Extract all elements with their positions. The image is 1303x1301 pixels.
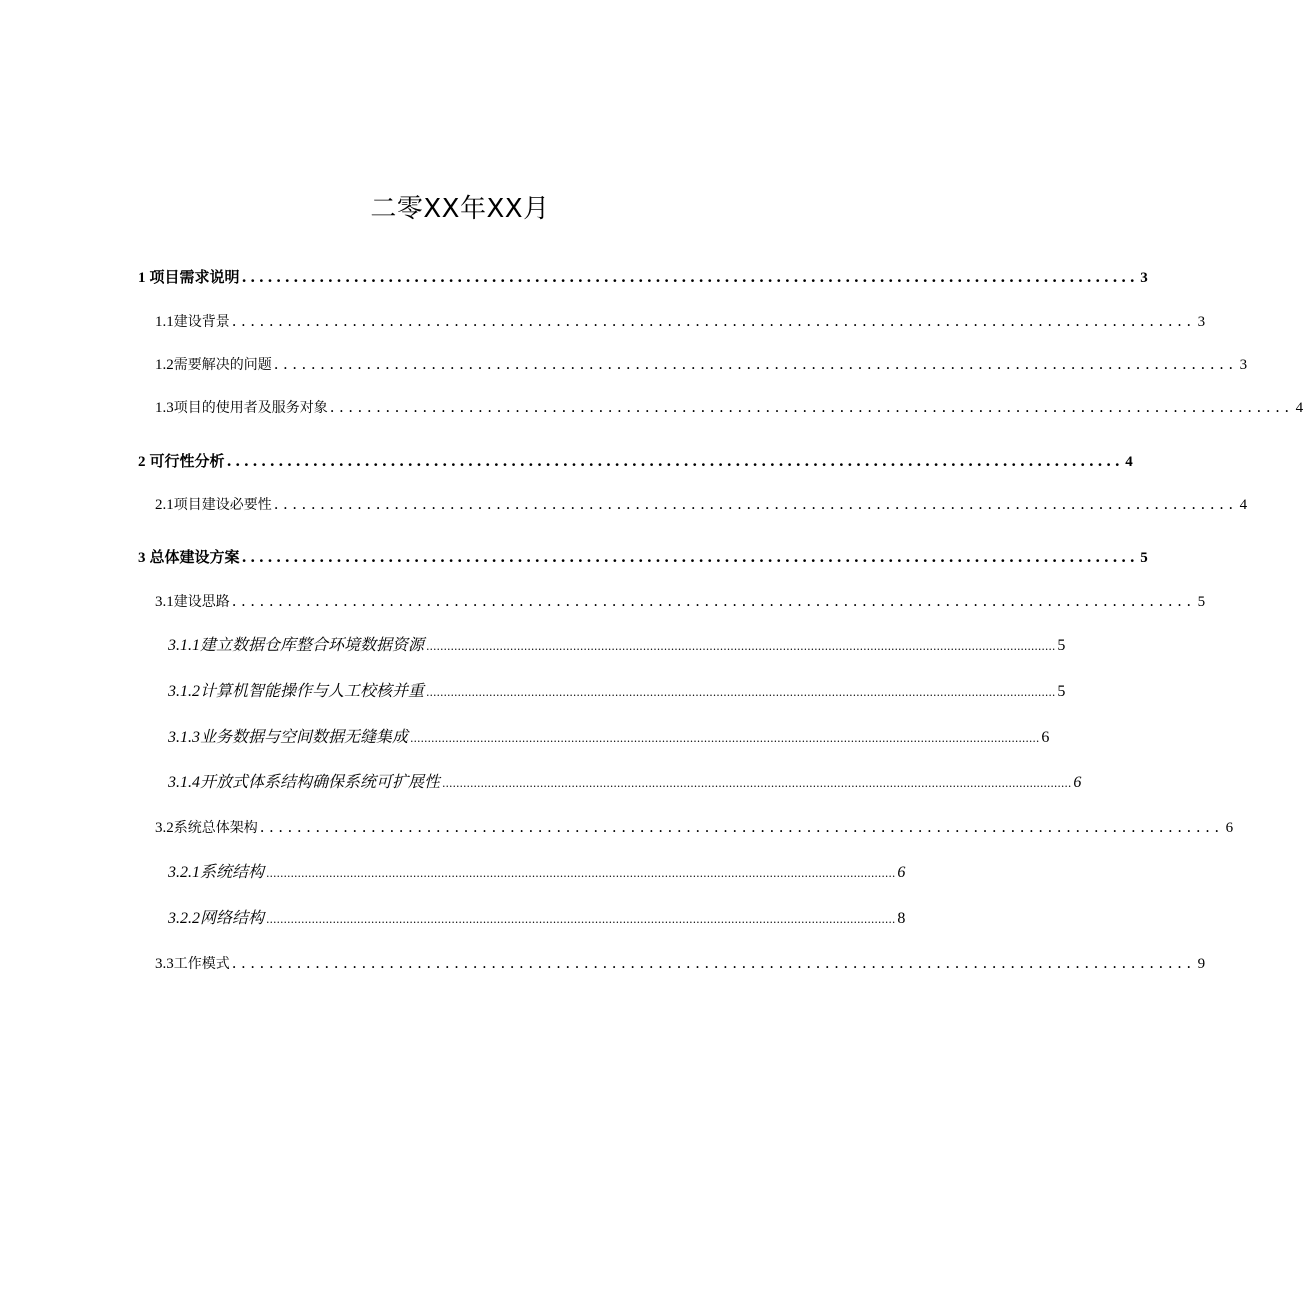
- toc-page-number: 4: [1295, 400, 1303, 416]
- toc-entry-3-1[interactable]: [155, 589, 1206, 613]
- toc-number: 3: [138, 550, 146, 566]
- toc-title: 建设背景: [173, 314, 230, 330]
- toc-number: 1.2: [155, 357, 174, 373]
- toc-entry-2[interactable]: [138, 449, 1133, 473]
- toc-leader-dots: ........................................................................................................: [259, 818, 1224, 836]
- toc-page-number: 4: [1239, 497, 1248, 513]
- toc-number: 3.2.2: [168, 910, 200, 927]
- toc-number: 2.1: [155, 497, 174, 513]
- toc-title: 开放式体系结构确保系统可扩展性: [200, 772, 441, 791]
- toc-page-number: 3: [1140, 270, 1148, 286]
- toc-number: 3.1: [155, 594, 174, 610]
- toc-leader-dots: ........................................................................................................: [226, 452, 1124, 470]
- toc-leader-dots: ........................................................................................................: [241, 548, 1139, 566]
- toc-number: 3.2.1: [168, 864, 200, 881]
- toc-number: 3.1.4: [168, 774, 200, 791]
- toc-number: 1: [138, 270, 146, 286]
- date-title: 二零XX年XX月: [370, 194, 550, 224]
- toc-leader-dots: ........................................................................................................: [231, 954, 1196, 972]
- toc-page-number: 3: [1239, 357, 1248, 373]
- toc-title: 计算机智能操作与人工校核并重: [200, 681, 425, 700]
- toc-page-number: 8: [897, 910, 906, 927]
- toc-title: 系统结构: [200, 862, 265, 881]
- toc-entry-1-3[interactable]: [155, 395, 1303, 419]
- toc-title: 总体建设方案: [149, 548, 240, 566]
- toc-page-number: 5: [1057, 637, 1066, 654]
- toc-page-number: 6: [1225, 820, 1234, 836]
- toc-leader-dots: ....................................................................................................................................................................................: [266, 867, 896, 880]
- toc-leader-dots: ........................................................................................................: [273, 355, 1238, 373]
- toc-entry-1[interactable]: [138, 265, 1148, 289]
- toc-number: 3.1.2: [168, 683, 200, 700]
- toc-leader-dots: ........................................................................................................: [273, 495, 1238, 513]
- toc-number: 2: [138, 454, 146, 470]
- toc-page-number: 4: [1125, 454, 1133, 470]
- toc-entry-1-2[interactable]: [155, 352, 1248, 376]
- toc-title: 可行性分析: [149, 452, 225, 470]
- toc-leader-dots: ....................................................................................................................................................................................: [410, 732, 1040, 745]
- toc-entry-3-2-2[interactable]: [168, 906, 906, 930]
- toc-leader-dots: ........................................................................................................: [241, 268, 1139, 286]
- toc-number: 1.3: [155, 400, 174, 416]
- toc-entry-3-1-2[interactable]: [168, 679, 1066, 703]
- toc-page-number: 6: [897, 864, 906, 881]
- toc-leader-dots: ....................................................................................................................................................................................: [442, 777, 1072, 790]
- toc-leader-dots: ....................................................................................................................................................................................: [426, 640, 1056, 653]
- toc-page-number: 6: [1041, 729, 1050, 746]
- toc-title: 项目的使用者及服务对象: [173, 400, 328, 416]
- toc-leader-dots: ........................................................................................................: [231, 312, 1196, 330]
- toc-number: 1.1: [155, 314, 174, 330]
- toc-entry-2-1[interactable]: [155, 492, 1248, 516]
- toc-leader-dots: ....................................................................................................................................................................................: [426, 686, 1056, 699]
- toc-page-number: 6: [1073, 774, 1082, 791]
- toc-entry-3-1-3[interactable]: [168, 725, 1050, 749]
- toc-title: 系统总体架构: [173, 820, 258, 836]
- toc-page-number: 5: [1140, 550, 1148, 566]
- toc-title: 网络结构: [200, 908, 265, 927]
- toc-title: 工作模式: [173, 956, 230, 972]
- toc-entry-3-2-1[interactable]: [168, 860, 906, 884]
- toc-title: 项目建设必要性: [173, 497, 272, 513]
- toc-entry-3-3[interactable]: [155, 951, 1206, 975]
- toc-entry-3-1-4[interactable]: [168, 770, 1082, 794]
- toc-entry-3-1-1[interactable]: [168, 633, 1066, 657]
- toc-page-number: 5: [1197, 594, 1206, 610]
- toc-title: 建设思路: [173, 594, 230, 610]
- toc-number: 3.3: [155, 956, 174, 972]
- toc-title: 建立数据仓库整合环境数据资源: [200, 635, 425, 654]
- toc-title: 需要解决的问题: [173, 357, 272, 373]
- toc-leader-dots: ....................................................................................................................................................................................: [266, 913, 896, 926]
- toc-title: 项目需求说明: [149, 268, 240, 286]
- toc-entry-1-1[interactable]: [155, 309, 1206, 333]
- toc-leader-dots: ........................................................................................................: [329, 398, 1294, 416]
- toc-page-number: 5: [1057, 683, 1066, 700]
- toc-entry-3[interactable]: [138, 545, 1148, 569]
- toc-number: 3.2: [155, 820, 174, 836]
- toc-leader-dots: ........................................................................................................: [231, 592, 1196, 610]
- toc-page-number: 3: [1197, 314, 1206, 330]
- toc-title: 业务数据与空间数据无缝集成: [200, 727, 409, 746]
- toc-entry-3-2[interactable]: [155, 815, 1234, 839]
- toc-number: 3.1.1: [168, 637, 200, 654]
- toc-page-number: 9: [1197, 956, 1206, 972]
- toc-number: 3.1.3: [168, 729, 200, 746]
